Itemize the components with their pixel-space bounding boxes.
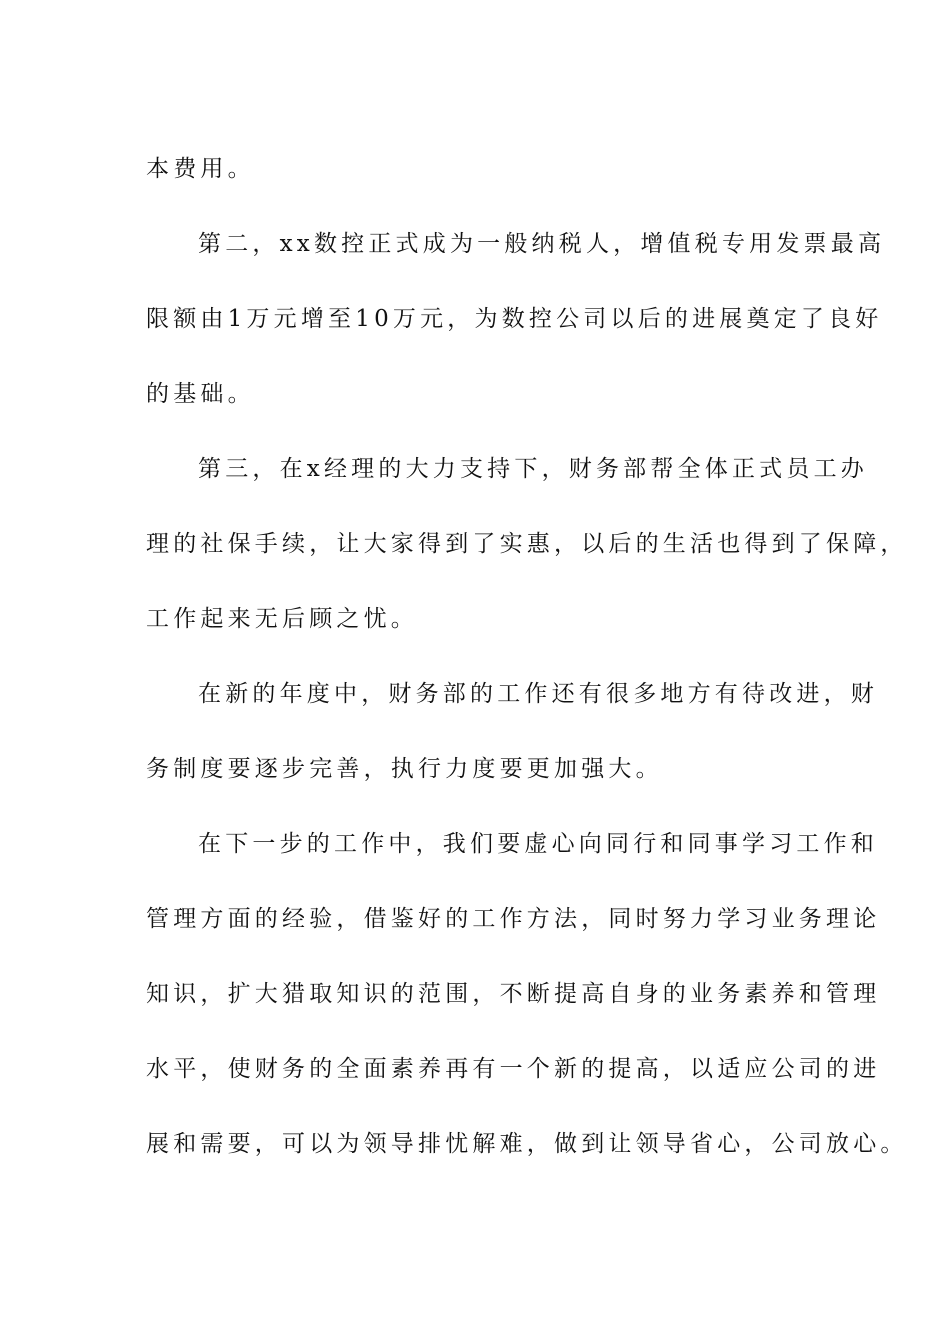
- text-line: 知识，扩大猎取知识的范围，不断提高自身的业务素养和管理: [146, 981, 881, 1007]
- text-line: 的基础。: [146, 381, 255, 407]
- text-line: 务制度要逐步完善，执行力度要更加强大。: [146, 756, 663, 782]
- text-line: 展和需要，可以为领导排忧解难，做到让领导省心，公司放心。: [146, 1131, 908, 1157]
- paragraph-second: [146, 207, 886, 432]
- text-line: 在下一步的工作中，我们要虚心向同行和同事学习工作和: [198, 831, 878, 857]
- text-line: 水平，使财务的全面素养再有一个新的提高，以适应公司的进: [146, 1056, 881, 1082]
- text-line: 第二，xx数控正式成为一般纳税人，增值税专用发票最高: [198, 231, 886, 257]
- paragraph-next-step: [146, 807, 908, 1182]
- text-line: 限额由1万元增至10万元，为数控公司以后的进展奠定了良好: [146, 306, 883, 332]
- text-line: 管理方面的经验，借鉴好的工作方法，同时努力学习业务理论: [146, 906, 881, 932]
- text-line: 工作起来无后顾之忧。: [146, 606, 418, 632]
- document-body: [146, 132, 908, 1182]
- text-line: 本费用。: [146, 156, 255, 182]
- text-line: 理的社保手续，让大家得到了实惠，以后的生活也得到了保障，: [146, 531, 908, 557]
- paragraph-third: [146, 432, 908, 657]
- paragraph-cost: [146, 132, 836, 207]
- paragraph-new-year: [146, 657, 878, 807]
- text-line: 在新的年度中，财务部的工作还有很多地方有待改进，财: [198, 681, 878, 707]
- text-line: 第三，在x经理的大力支持下，财务部帮全体正式员工办: [198, 456, 868, 482]
